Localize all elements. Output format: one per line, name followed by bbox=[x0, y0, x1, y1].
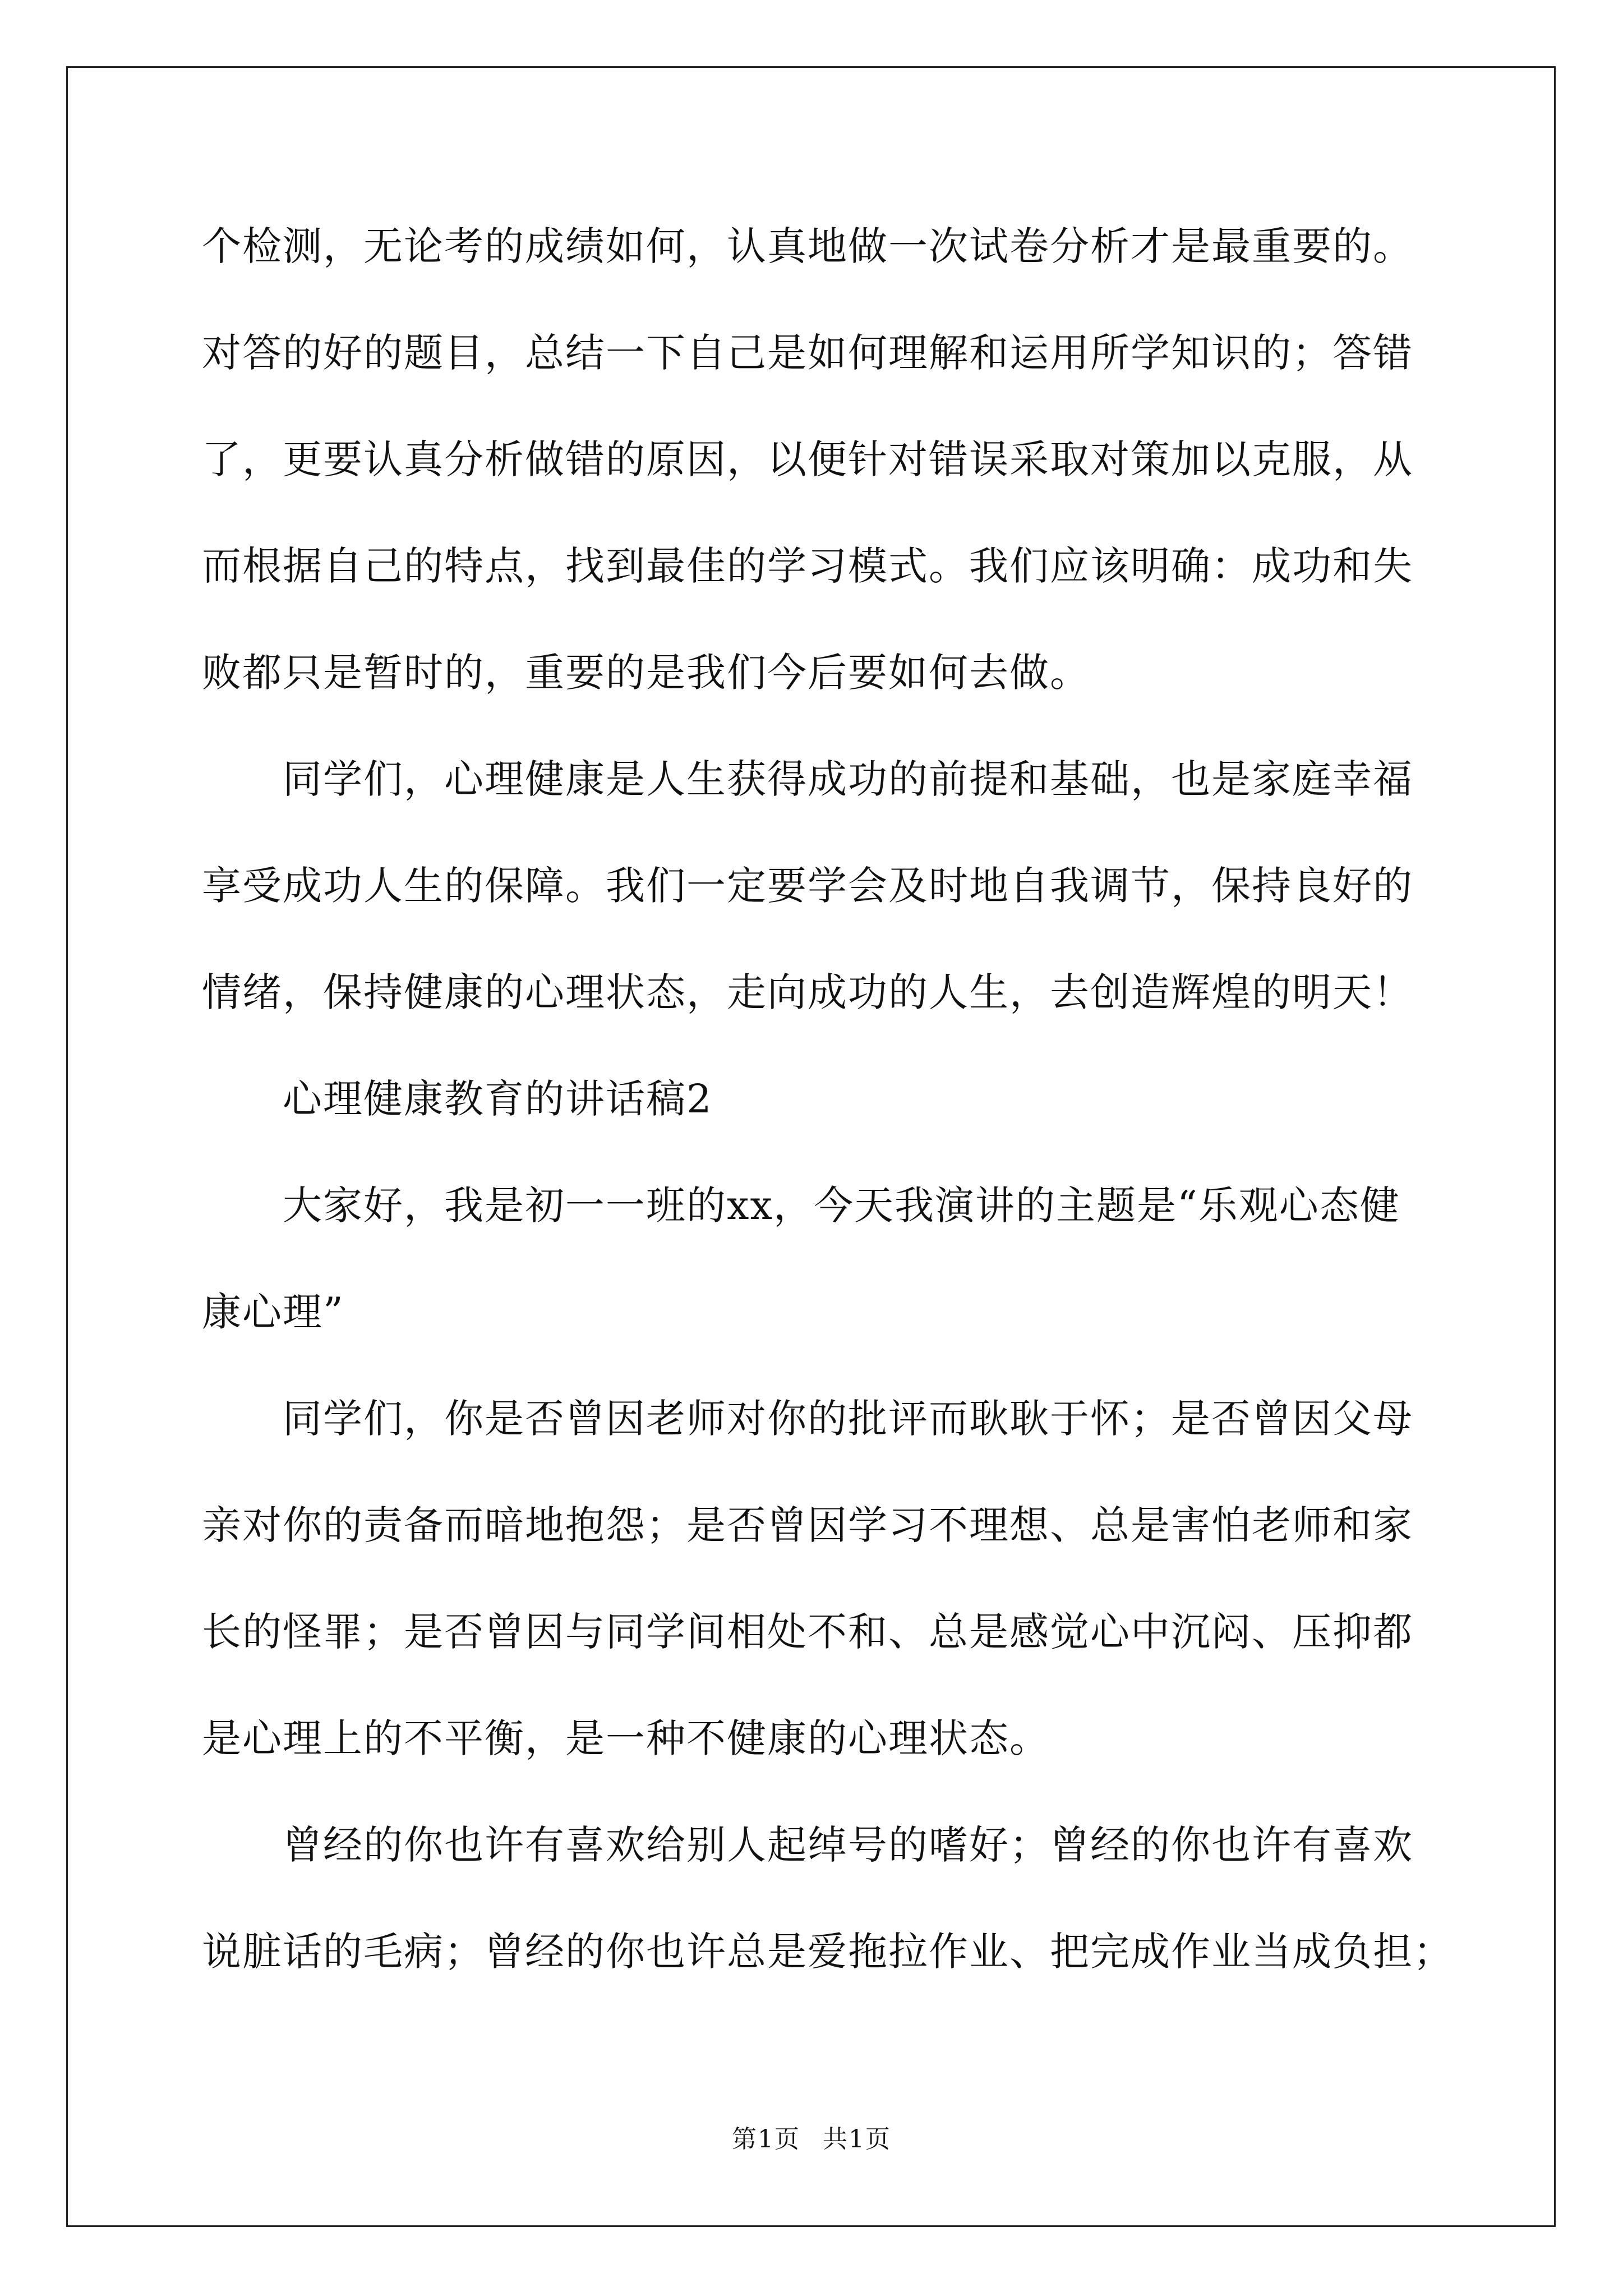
section-heading: 心理健康教育的讲话稿2 bbox=[283, 1076, 713, 1122]
paragraph-start-line: 曾经的你也许有喜欢给别人起绰号的嗜好；曾经的你也许有喜欢 bbox=[283, 1822, 1413, 1868]
text-line: 亲对你的责备而暗地抱怨；是否曾因学习不理想、总是害怕老师和家 bbox=[202, 1502, 1413, 1548]
text-line: 长的怪罪；是否曾因与同学间相处不和、总是感觉心中沉闷、压抑都 bbox=[202, 1609, 1413, 1655]
paragraph-start-line: 同学们，你是否曾因老师对你的批评而耿耿于怀；是否曾因父母 bbox=[283, 1396, 1413, 1442]
document-body bbox=[202, 220, 1454, 1978]
paragraph-start-line: 大家好，我是初一一班的xx，今天我演讲的主题是“乐观心态健 bbox=[283, 1182, 1400, 1228]
paragraph-start-line: 同学们，心理健康是人生获得成功的前提和基础，也是家庭幸福 bbox=[283, 756, 1413, 802]
text-line: 康心理” bbox=[202, 1289, 344, 1335]
text-line: 是心理上的不平衡，是一种不健康的心理状态。 bbox=[202, 1715, 1050, 1761]
text-line: 情绪，保持健康的心理状态，走向成功的人生，去创造辉煌的明天！ bbox=[202, 969, 1413, 1015]
page-number: 第1页 bbox=[732, 2125, 800, 2154]
text-line: 个检测，无论考的成绩如何，认真地做一次试卷分析才是最重要的。 bbox=[202, 223, 1413, 269]
text-line: 说脏话的毛病；曾经的你也许总是爱拖拉作业、把完成作业当成负担； bbox=[202, 1929, 1454, 1975]
text-line: 败都只是暂时的，重要的是我们今后要如何去做。 bbox=[202, 650, 1090, 696]
text-line: 享受成功人生的保障。我们一定要学会及时地自我调节，保持良好的 bbox=[202, 863, 1413, 909]
text-line: 对答的好的题目，总结一下自己是如何理解和运用所学知识的；答错 bbox=[202, 330, 1413, 376]
page-total: 共1页 bbox=[823, 2125, 891, 2154]
text-line: 而根据自己的特点，找到最佳的学习模式。我们应该明确：成功和失 bbox=[202, 543, 1413, 589]
text-line: 了，更要认真分析做错的原因，以便针对错误采取对策加以克服，从 bbox=[202, 436, 1413, 482]
page-footer bbox=[0, 2123, 1623, 2156]
